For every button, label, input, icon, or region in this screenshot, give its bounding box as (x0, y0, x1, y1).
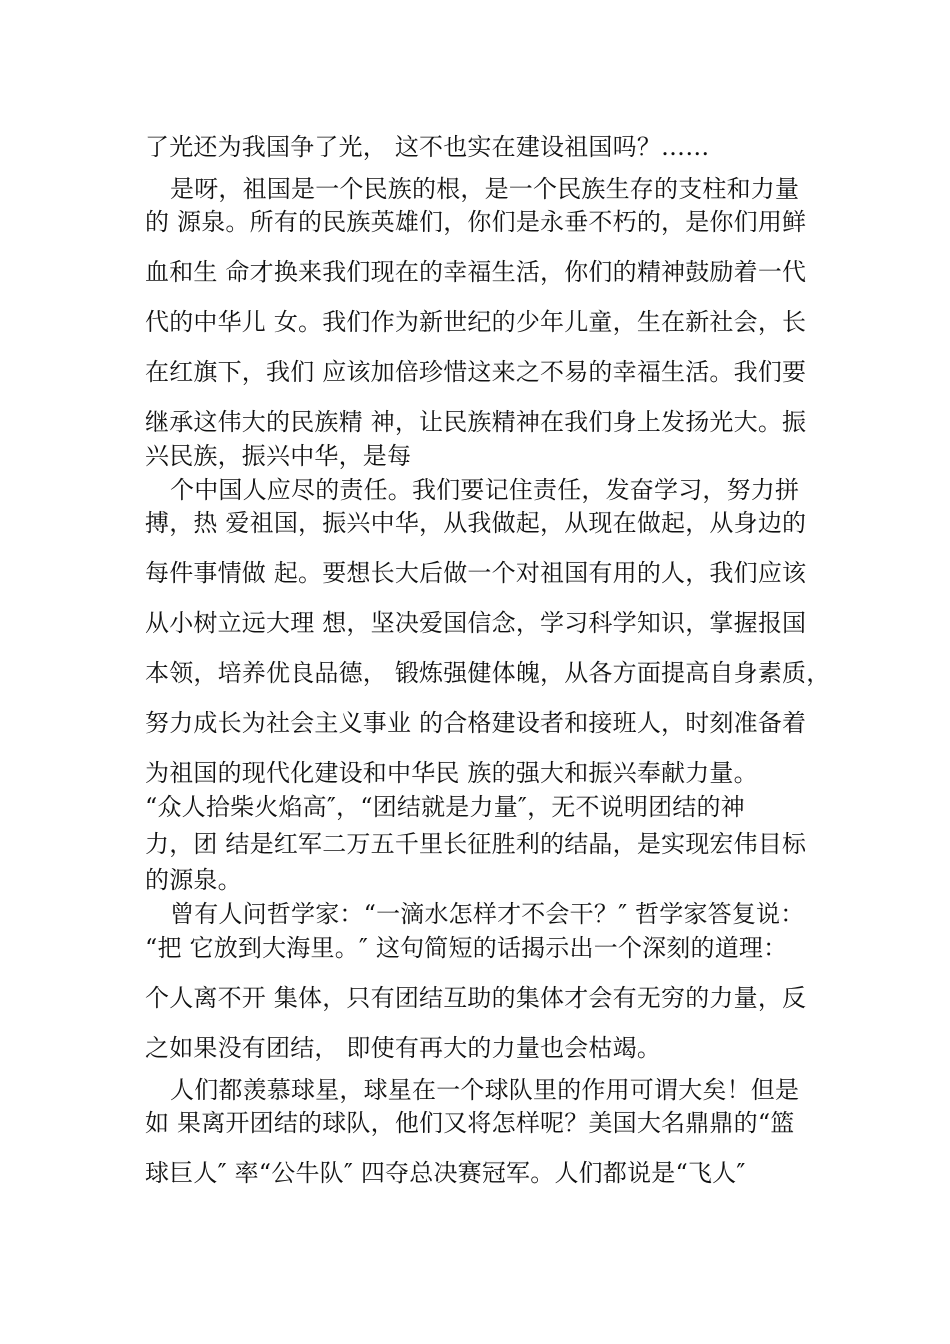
text-line: 在红旗下，我们 应该加倍珍惜这来之不易的幸福生活。我们要 (145, 358, 807, 386)
text-line: 个人离不开 集体，只有团结互助的集体才会有无穷的力量，反 (145, 984, 807, 1012)
text-line: 本领，培养优良品德， 锻炼强健体魄，从各方面提高自身素质， (145, 659, 831, 687)
text-line: 是呀，祖国是一个民族的根，是一个民族生存的支柱和力量 (170, 175, 800, 203)
text-line: 之如果没有团结， 即使有再大的力量也会枯竭。 (145, 1034, 662, 1062)
text-line: 的 源泉。所有的民族英雄们，你们是永垂不朽的，是你们用鲜 (145, 208, 807, 236)
text-line: 如 果离开团结的球队，他们又将怎样呢？美国大名鼎鼎的“篮 (145, 1109, 795, 1137)
text-line: 每件事情做 起。要想长大后做一个对祖国有用的人，我们应该 (145, 559, 807, 587)
text-line: 继承这伟大的民族精 神，让民族精神在我们身上发扬光大。振 (145, 408, 807, 436)
text-line: 个中国人应尽的责任。我们要记住责任，发奋学习，努力拼 (170, 476, 800, 504)
text-line: 搏，热 爱祖国，振兴中华，从我做起，从现在做起，从身边的 (145, 509, 807, 537)
text-line: 从小树立远大理 想，坚决爱国信念，学习科学知识，掌握报国 (145, 609, 807, 637)
text-line: 为祖国的现代化建设和中华民 族的强大和振兴奉献力量。 (145, 759, 758, 787)
text-line: 努力成长为社会主义事业 的合格建设者和接班人，时刻准备着 (145, 709, 807, 737)
text-line: 人们都羡慕球星，球星在一个球队里的作用可谓大矣！但是 (170, 1076, 800, 1104)
text-line: 代的中华儿 女。我们作为新世纪的少年儿童，生在新社会，长 (145, 308, 807, 336)
text-line: “众人拾柴火焰高″，“团结就是力量″，无不说明团结的神 (145, 793, 745, 821)
text-line: 球巨人″ 率“公牛队″ 四夺总决赛冠军。人们都说是“飞人″ (145, 1159, 746, 1187)
text-line: 的源泉。 (145, 866, 242, 894)
text-line: 血和生 命才换来我们现在的幸福生活，你们的精神鼓励着一代 (145, 258, 807, 286)
text-line: 曾有人问哲学家：“一滴水怎样才不会干？″ 哲学家答复说： (170, 900, 805, 928)
text-line: 兴民族，振兴中华，是每 (145, 442, 412, 470)
text-line: 了光还为我国争了光， 这不也实在建设祖国吗？…… (145, 133, 710, 161)
text-line: 力，团 结是红军二万五千里长征胜利的结晶，是实现宏伟目标 (145, 830, 807, 858)
text-line: “把 它放到大海里。″ 这句简短的话揭示出一个深刻的道理： (145, 934, 788, 962)
